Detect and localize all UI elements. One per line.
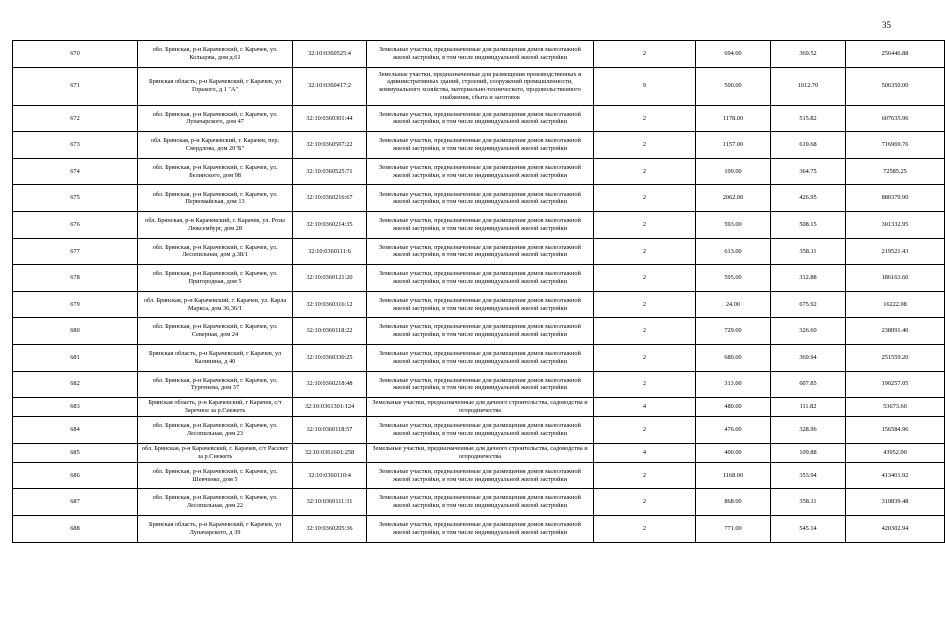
cadastral-number-cell: 32:10:0360316:12 (293, 291, 367, 318)
row-number-cell: 673 (13, 132, 138, 159)
table-row (13, 318, 945, 345)
use-category-cell: 2 (594, 185, 696, 212)
table-row (13, 489, 945, 516)
permitted-use-cell: Земельные участки, предназначенные для размещения домов малоэтажной жилой застройки, в том числе индивидуальной жилой застройки (367, 238, 594, 265)
unit-price-cell: 508.15 (771, 211, 846, 238)
table-row (13, 344, 945, 371)
land-address-cell: обл. Брянская, р-н Карачевский, г. Карачев, ул. Пригородная, дом 5 (138, 265, 293, 292)
cadastral-number-cell: 32:10:0360111:6 (293, 238, 367, 265)
land-area-cell: 199.00 (696, 158, 771, 185)
row-number-cell: 676 (13, 211, 138, 238)
permitted-use-cell: Земельные участки, предназначенные для размещения домов малоэтажной жилой застройки, в том числе индивидуальной жилой застройки (367, 462, 594, 489)
use-category-cell: 4 (594, 443, 696, 462)
table-row (13, 211, 945, 238)
use-category-cell: 2 (594, 489, 696, 516)
land-area-cell: 1157.00 (696, 132, 771, 159)
cadastral-value-cell: 72585.25 (846, 158, 945, 185)
cadastral-value-cell: 607635.96 (846, 105, 945, 132)
permitted-use-cell: Земельные участки, предназначенные для дачного строительства, садоводства и огородничества (367, 398, 594, 417)
table-row (13, 515, 945, 542)
permitted-use-cell: Земельные участки, предназначенные для размещения домов малоэтажной жилой застройки, в том числе индивидуальной жилой застройки (367, 265, 594, 292)
cadastral-value-cell: 301332.95 (846, 211, 945, 238)
row-number-cell: 685 (13, 443, 138, 462)
table-row (13, 158, 945, 185)
permitted-use-cell: Земельные участки, предназначенные для размещения домов малоэтажной жилой застройки, в том числе индивидуальной жилой застройки (367, 344, 594, 371)
use-category-cell: 2 (594, 371, 696, 398)
unit-price-cell: 1012.70 (771, 67, 846, 105)
permitted-use-cell: Земельные участки, предназначенные для размещения домов малоэтажной жилой застройки, в том числе индивидуальной жилой застройки (367, 185, 594, 212)
permitted-use-cell: Земельные участки, предназначенные для размещения домов малоэтажной жилой застройки, в том числе индивидуальной жилой застройки (367, 291, 594, 318)
use-category-cell: 2 (594, 515, 696, 542)
permitted-use-cell: Земельные участки, предназначенные для размещения домов малоэтажной жилой застройки, в том числе индивидуальной жилой застройки (367, 132, 594, 159)
row-number-cell: 672 (13, 105, 138, 132)
unit-price-cell: 619.68 (771, 132, 846, 159)
table-row (13, 398, 945, 417)
land-area-cell: 476.00 (696, 417, 771, 444)
row-number-cell: 670 (13, 41, 138, 68)
cadastral-value-cell: 190257.05 (846, 371, 945, 398)
unit-price-cell: 369.94 (771, 344, 846, 371)
unit-price-cell: 326.60 (771, 318, 846, 345)
land-area-cell: 680.00 (696, 344, 771, 371)
use-category-cell: 2 (594, 238, 696, 265)
use-category-cell: 9 (594, 67, 696, 105)
land-area-cell: 595.00 (696, 265, 771, 292)
cadastral-number-cell: 32:10:0361601:258 (293, 443, 367, 462)
land-address-cell: обл. Брянская, р-н Карачевский, г. Карачев, ул. Карла Маркса, дом 36,36/1 (138, 291, 293, 318)
land-address-cell: обл. Брянская, р-н Карачевский, г. Карачев, ул. Белинского, дом 98 (138, 158, 293, 185)
unit-price-cell: 358.11 (771, 489, 846, 516)
cadastral-value-cell: 716969.76 (846, 132, 945, 159)
row-number-cell: 680 (13, 318, 138, 345)
cadastral-number-cell: 32:10:0360111:31 (293, 489, 367, 516)
cadastral-value-cell: 16222.08 (846, 291, 945, 318)
unit-price-cell: 675.92 (771, 291, 846, 318)
cadastral-value-cell: 53673.60 (846, 398, 945, 417)
table-row (13, 105, 945, 132)
permitted-use-cell: Земельные участки, предназначенные для размещения домов малоэтажной жилой застройки, в том числе индивидуальной жилой застройки (367, 41, 594, 68)
land-area-cell: 771.00 (696, 515, 771, 542)
unit-price-cell: 369.52 (771, 41, 846, 68)
land-area-cell: 1178.00 (696, 105, 771, 132)
table-row (13, 67, 945, 105)
row-number-cell: 684 (13, 417, 138, 444)
table-row (13, 417, 945, 444)
permitted-use-cell: Земельные участки, предназначенные для размещения домов малоэтажной жилой застройки, в том числе индивидуальной жилой застройки (367, 489, 594, 516)
row-number-cell: 671 (13, 67, 138, 105)
unit-price-cell: 109.88 (771, 443, 846, 462)
land-address-cell: обл. Брянская, р-н Карачевский, г. Карачев, ул. Розы Люксембург, дом 28 (138, 211, 293, 238)
use-category-cell: 2 (594, 291, 696, 318)
cadastral-value-cell: 219521.43 (846, 238, 945, 265)
land-area-cell: 1168.00 (696, 462, 771, 489)
unit-price-cell: 364.75 (771, 158, 846, 185)
table-row (13, 185, 945, 212)
cadastral-value-cell: 256446.88 (846, 41, 945, 68)
cadastral-number-cell: 32:10:0360205:36 (293, 515, 367, 542)
row-number-cell: 675 (13, 185, 138, 212)
use-category-cell: 2 (594, 41, 696, 68)
use-category-cell: 2 (594, 211, 696, 238)
use-category-cell: 2 (594, 417, 696, 444)
cadastral-number-cell: 32:10:0360214:35 (293, 211, 367, 238)
page-number: 35 (882, 20, 891, 30)
cadastral-number-cell: 32:10:0360218:48 (293, 371, 367, 398)
land-address-cell: обл. Брянская, р-н Карачевский, г. Карачев, ул. Тургенева, дом 37 (138, 371, 293, 398)
cadastral-value-cell: 156584.96 (846, 417, 945, 444)
unit-price-cell: 515.82 (771, 105, 846, 132)
cadastral-number-cell: 32:10:0360525:71 (293, 158, 367, 185)
cadastral-number-cell: 32:10:0360301:44 (293, 105, 367, 132)
permitted-use-cell: Земельные участки, предназначенные для размещения домов малоэтажной жилой застройки, в том числе индивидуальной жилой застройки (367, 371, 594, 398)
cadastral-number-cell: 32:10:0361301:124 (293, 398, 367, 417)
unit-price-cell: 607.85 (771, 371, 846, 398)
cadastral-value-cell: 310839.48 (846, 489, 945, 516)
row-number-cell: 674 (13, 158, 138, 185)
table-row (13, 291, 945, 318)
row-number-cell: 688 (13, 515, 138, 542)
cadastral-number-cell: 32:10:0360525:4 (293, 41, 367, 68)
use-category-cell: 2 (594, 318, 696, 345)
land-area-cell: 24.00 (696, 291, 771, 318)
land-address-cell: обл. Брянская, р-н Карачевский, г. Карачев, с/т Рассвет за р.Снежеть (138, 443, 293, 462)
cadastral-number-cell: 32:10:0360507:22 (293, 132, 367, 159)
unit-price-cell: 358.11 (771, 238, 846, 265)
land-address-cell: обл. Брянская, р-н Карачевский, г. Карачев, ул. Лесопильная, дом 23 (138, 417, 293, 444)
row-number-cell: 679 (13, 291, 138, 318)
cadastral-value-cell: 186163.60 (846, 265, 945, 292)
permitted-use-cell: Земельные участки, предназначенные для дачного строительства, садоводства и огородничества (367, 443, 594, 462)
land-area-cell: 2062.00 (696, 185, 771, 212)
table-row (13, 443, 945, 462)
land-area-cell: 313.00 (696, 371, 771, 398)
unit-price-cell: 353.94 (771, 462, 846, 489)
land-address-cell: обл. Брянская, р-н Карачевский, г. Карачев, пер. Свердлова, дом 20"Б" (138, 132, 293, 159)
cadastral-number-cell: 32:10:0360110:4 (293, 462, 367, 489)
cadastral-value-cell: 506350.00 (846, 67, 945, 105)
land-address-cell: обл. Брянская, р-н Карачевский, г. Карачев, ул. Кольцова, дом д.61 (138, 41, 293, 68)
land-address-cell: обл. Брянская, р-н Карачевский, г. Карачев, ул. Лесопильная, дом д.38/1 (138, 238, 293, 265)
row-number-cell: 682 (13, 371, 138, 398)
land-address-cell: обл. Брянская, р-н Карачевский, г. Карачев, ул. Шевченко, дом 5 (138, 462, 293, 489)
table-row (13, 132, 945, 159)
land-address-cell: обл. Брянская, р-н Карачевский, г. Карачев, ул. Луначарского, дом 47 (138, 105, 293, 132)
cadastral-value-cell: 238091.40 (846, 318, 945, 345)
unit-price-cell: 426.95 (771, 185, 846, 212)
permitted-use-cell: Земельные участки, предназначенные для размещения производственных и административных зданий, строений, сооружений промышленности, коммунального хозяйства, материально-технического, продовольственного снабжения, сбыта и заготовок (367, 67, 594, 105)
row-number-cell: 686 (13, 462, 138, 489)
land-address-cell: обл. Брянская, р-н Карачевский, г. Карачев, ул. Северная, дом 24 (138, 318, 293, 345)
land-area-cell: 868.00 (696, 489, 771, 516)
cadastral-number-cell: 32:10:0360121:20 (293, 265, 367, 292)
use-category-cell: 2 (594, 105, 696, 132)
table-row (13, 41, 945, 68)
use-category-cell: 2 (594, 132, 696, 159)
cadastral-value-cell: 43952.00 (846, 443, 945, 462)
row-number-cell: 681 (13, 344, 138, 371)
cadastral-value-cell: 251559.20 (846, 344, 945, 371)
land-address-cell: обл. Брянская, р-н Карачевский, г. Карачев, ул. Лесопильная, дом 22 (138, 489, 293, 516)
permitted-use-cell: Земельные участки, предназначенные для размещения домов малоэтажной жилой застройки, в том числе индивидуальной жилой застройки (367, 158, 594, 185)
land-address-cell: Брянская область, р-н Карачевский, г Карачев, с/т Заречное за р.Снежеть (138, 398, 293, 417)
unit-price-cell: 312.88 (771, 265, 846, 292)
row-number-cell: 683 (13, 398, 138, 417)
use-category-cell: 2 (594, 344, 696, 371)
table-row (13, 265, 945, 292)
cadastral-number-cell: 32:10:0360330:25 (293, 344, 367, 371)
permitted-use-cell: Земельные участки, предназначенные для размещения домов малоэтажной жилой застройки, в том числе индивидуальной жилой застройки (367, 318, 594, 345)
use-category-cell: 2 (594, 462, 696, 489)
row-number-cell: 677 (13, 238, 138, 265)
unit-price-cell: 328.96 (771, 417, 846, 444)
land-area-cell: 729.00 (696, 318, 771, 345)
land-area-cell: 613.00 (696, 238, 771, 265)
table-row (13, 238, 945, 265)
table-row (13, 371, 945, 398)
land-area-cell: 694.00 (696, 41, 771, 68)
registry-table-body (13, 41, 945, 543)
land-address-cell: Брянская область, р-н Карачевский, г Карачев, ул Калинина, д 40 (138, 344, 293, 371)
land-area-cell: 480.00 (696, 398, 771, 417)
table-row (13, 462, 945, 489)
cadastral-number-cell: 32:10:0360118:22 (293, 318, 367, 345)
land-area-cell: 593.00 (696, 211, 771, 238)
land-registry-table (12, 40, 945, 543)
use-category-cell: 2 (594, 265, 696, 292)
cadastral-number-cell: 32:10:0360417:2 (293, 67, 367, 105)
land-address-cell: обл. Брянская, р-н Карачевский, г. Карачев, ул. Первомайская, дом 13 (138, 185, 293, 212)
land-address-cell: Брянская область, р-н Карачевский, г Карачев, ул Луначарского, д 39 (138, 515, 293, 542)
cadastral-value-cell: 880370.90 (846, 185, 945, 212)
cadastral-value-cell: 413401.92 (846, 462, 945, 489)
unit-price-cell: 545.14 (771, 515, 846, 542)
use-category-cell: 4 (594, 398, 696, 417)
cadastral-value-cell: 420302.94 (846, 515, 945, 542)
land-address-cell: Брянская область, р-н Карачевский, г Карачев, ул Горького, д 1 "А" (138, 67, 293, 105)
permitted-use-cell: Земельные участки, предназначенные для размещения домов малоэтажной жилой застройки, в том числе индивидуальной жилой застройки (367, 417, 594, 444)
land-area-cell: 400.00 (696, 443, 771, 462)
use-category-cell: 2 (594, 158, 696, 185)
unit-price-cell: 111.82 (771, 398, 846, 417)
cadastral-number-cell: 32:10:0360216:67 (293, 185, 367, 212)
row-number-cell: 687 (13, 489, 138, 516)
permitted-use-cell: Земельные участки, предназначенные для размещения домов малоэтажной жилой застройки, в том числе индивидуальной жилой застройки (367, 105, 594, 132)
permitted-use-cell: Земельные участки, предназначенные для размещения домов малоэтажной жилой застройки, в том числе индивидуальной жилой застройки (367, 211, 594, 238)
row-number-cell: 678 (13, 265, 138, 292)
land-area-cell: 500.00 (696, 67, 771, 105)
permitted-use-cell: Земельные участки, предназначенные для размещения домов малоэтажной жилой застройки, в том числе индивидуальной жилой застройки (367, 515, 594, 542)
cadastral-number-cell: 32:10:0360118:57 (293, 417, 367, 444)
